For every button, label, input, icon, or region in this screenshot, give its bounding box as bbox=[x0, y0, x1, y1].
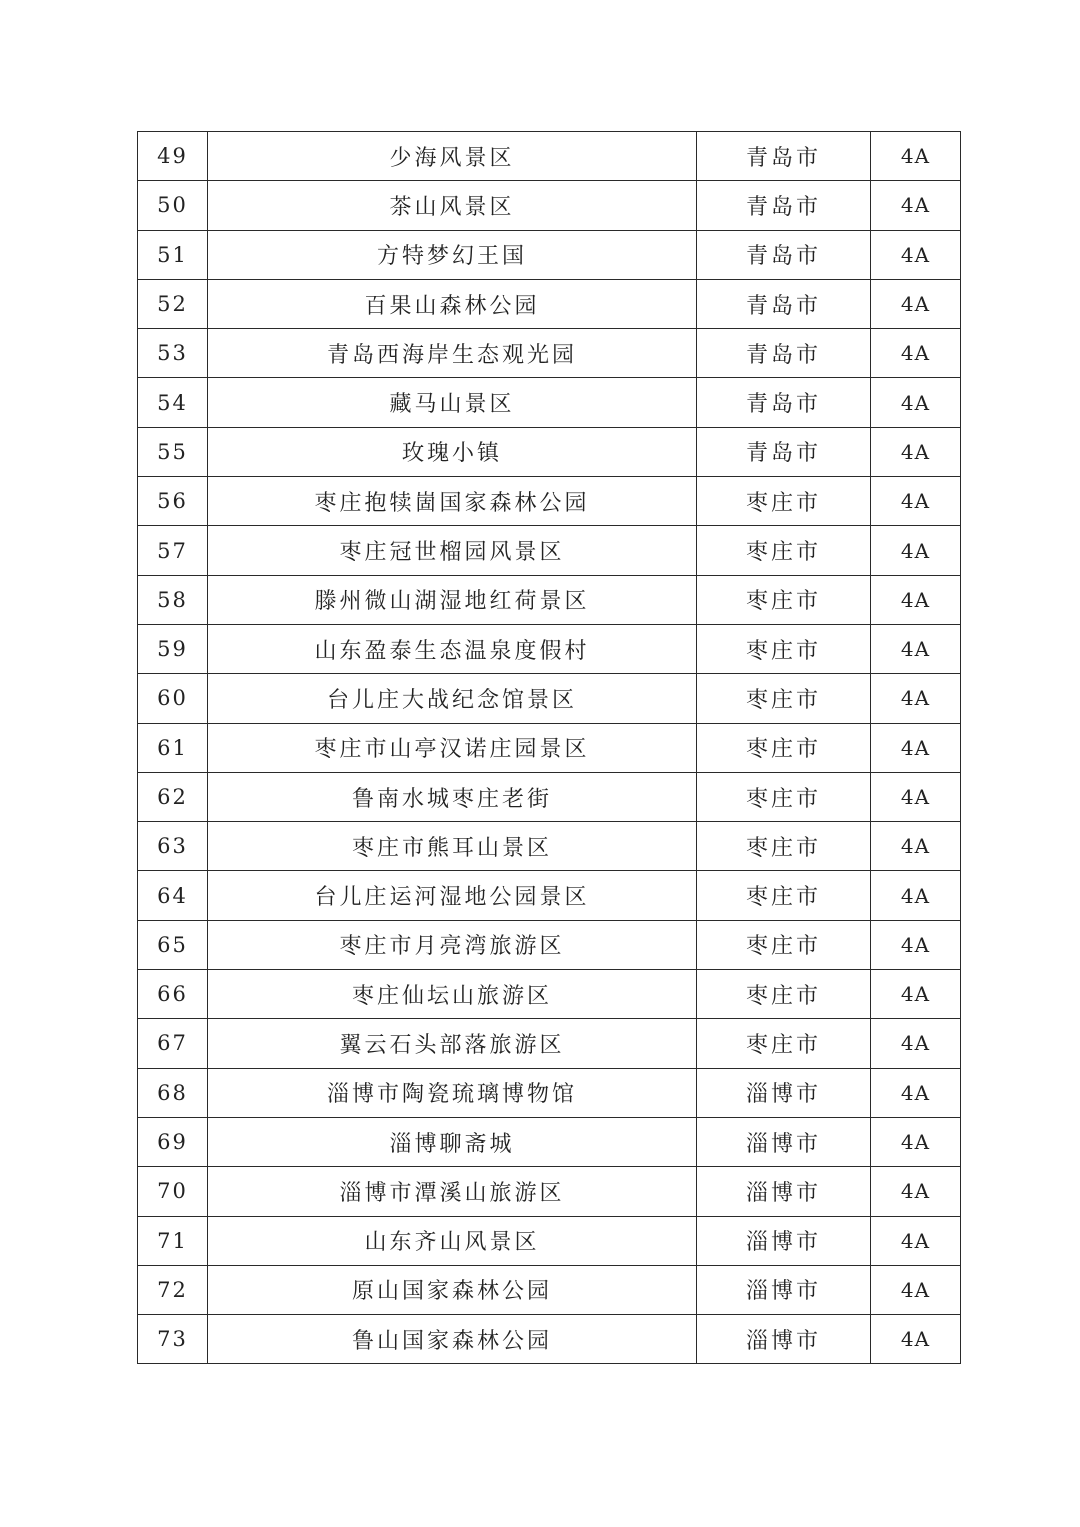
row-number-cell: 69 bbox=[138, 1117, 208, 1166]
city-cell: 枣庄市 bbox=[697, 1019, 871, 1068]
scenic-name-cell: 枣庄仙坛山旅游区 bbox=[208, 970, 697, 1019]
grade-cell: 4A bbox=[871, 624, 961, 673]
row-number-cell: 62 bbox=[138, 772, 208, 821]
grade-cell: 4A bbox=[871, 871, 961, 920]
city-cell: 枣庄市 bbox=[697, 575, 871, 624]
city-cell: 枣庄市 bbox=[697, 772, 871, 821]
grade-cell: 4A bbox=[871, 132, 961, 181]
row-number-cell: 51 bbox=[138, 230, 208, 279]
scenic-name-cell: 淄博市潭溪山旅游区 bbox=[208, 1167, 697, 1216]
grade-cell: 4A bbox=[871, 970, 961, 1019]
scenic-name-cell: 翼云石头部落旅游区 bbox=[208, 1019, 697, 1068]
row-number-cell: 57 bbox=[138, 526, 208, 575]
grade-cell: 4A bbox=[871, 575, 961, 624]
grade-cell: 4A bbox=[871, 1167, 961, 1216]
table-row bbox=[138, 723, 961, 772]
grade-cell: 4A bbox=[871, 1068, 961, 1117]
table-row bbox=[138, 822, 961, 871]
grade-cell: 4A bbox=[871, 230, 961, 279]
city-cell: 淄博市 bbox=[697, 1068, 871, 1117]
scenic-name-cell: 滕州微山湖湿地红荷景区 bbox=[208, 575, 697, 624]
grade-cell: 4A bbox=[871, 477, 961, 526]
row-number-cell: 72 bbox=[138, 1265, 208, 1314]
row-number-cell: 64 bbox=[138, 871, 208, 920]
table-row bbox=[138, 1167, 961, 1216]
row-number-cell: 66 bbox=[138, 970, 208, 1019]
city-cell: 青岛市 bbox=[697, 230, 871, 279]
row-number-cell: 55 bbox=[138, 427, 208, 476]
row-number-cell: 52 bbox=[138, 279, 208, 328]
city-cell: 青岛市 bbox=[697, 329, 871, 378]
city-cell: 枣庄市 bbox=[697, 871, 871, 920]
city-cell: 青岛市 bbox=[697, 132, 871, 181]
scenic-spots-table bbox=[137, 131, 961, 1364]
row-number-cell: 54 bbox=[138, 378, 208, 427]
grade-cell: 4A bbox=[871, 526, 961, 575]
city-cell: 淄博市 bbox=[697, 1167, 871, 1216]
table-row bbox=[138, 132, 961, 181]
city-cell: 枣庄市 bbox=[697, 674, 871, 723]
city-cell: 淄博市 bbox=[697, 1117, 871, 1166]
scenic-name-cell: 枣庄市山亭汉诺庄园景区 bbox=[208, 723, 697, 772]
table-row bbox=[138, 1265, 961, 1314]
city-cell: 枣庄市 bbox=[697, 723, 871, 772]
table-row bbox=[138, 279, 961, 328]
grade-cell: 4A bbox=[871, 378, 961, 427]
scenic-name-cell: 少海风景区 bbox=[208, 132, 697, 181]
scenic-name-cell: 茶山风景区 bbox=[208, 181, 697, 230]
grade-cell: 4A bbox=[871, 1019, 961, 1068]
scenic-name-cell: 枣庄市月亮湾旅游区 bbox=[208, 920, 697, 969]
scenic-name-cell: 枣庄抱犊崮国家森林公园 bbox=[208, 477, 697, 526]
table-row bbox=[138, 871, 961, 920]
grade-cell: 4A bbox=[871, 1216, 961, 1265]
city-cell: 青岛市 bbox=[697, 427, 871, 476]
table-row bbox=[138, 624, 961, 673]
city-cell: 枣庄市 bbox=[697, 920, 871, 969]
grade-cell: 4A bbox=[871, 329, 961, 378]
city-cell: 枣庄市 bbox=[697, 970, 871, 1019]
grade-cell: 4A bbox=[871, 723, 961, 772]
table-row bbox=[138, 1068, 961, 1117]
city-cell: 枣庄市 bbox=[697, 526, 871, 575]
scenic-name-cell: 山东齐山风景区 bbox=[208, 1216, 697, 1265]
row-number-cell: 63 bbox=[138, 822, 208, 871]
row-number-cell: 65 bbox=[138, 920, 208, 969]
table-row bbox=[138, 575, 961, 624]
table-row bbox=[138, 920, 961, 969]
row-number-cell: 56 bbox=[138, 477, 208, 526]
row-number-cell: 73 bbox=[138, 1315, 208, 1364]
table-row bbox=[138, 526, 961, 575]
table-row bbox=[138, 772, 961, 821]
scenic-name-cell: 淄博聊斋城 bbox=[208, 1117, 697, 1166]
grade-cell: 4A bbox=[871, 427, 961, 476]
grade-cell: 4A bbox=[871, 1117, 961, 1166]
grade-cell: 4A bbox=[871, 1315, 961, 1364]
scenic-name-cell: 原山国家森林公园 bbox=[208, 1265, 697, 1314]
city-cell: 青岛市 bbox=[697, 181, 871, 230]
row-number-cell: 61 bbox=[138, 723, 208, 772]
document-page bbox=[137, 131, 960, 1364]
row-number-cell: 59 bbox=[138, 624, 208, 673]
table-row bbox=[138, 329, 961, 378]
row-number-cell: 70 bbox=[138, 1167, 208, 1216]
table-row bbox=[138, 1019, 961, 1068]
city-cell: 淄博市 bbox=[697, 1216, 871, 1265]
row-number-cell: 58 bbox=[138, 575, 208, 624]
grade-cell: 4A bbox=[871, 822, 961, 871]
scenic-name-cell: 鲁山国家森林公园 bbox=[208, 1315, 697, 1364]
city-cell: 枣庄市 bbox=[697, 624, 871, 673]
table-row bbox=[138, 1315, 961, 1364]
scenic-name-cell: 枣庄市熊耳山景区 bbox=[208, 822, 697, 871]
grade-cell: 4A bbox=[871, 181, 961, 230]
row-number-cell: 60 bbox=[138, 674, 208, 723]
grade-cell: 4A bbox=[871, 1265, 961, 1314]
table-row bbox=[138, 181, 961, 230]
scenic-name-cell: 玫瑰小镇 bbox=[208, 427, 697, 476]
table-row bbox=[138, 970, 961, 1019]
grade-cell: 4A bbox=[871, 920, 961, 969]
scenic-name-cell: 方特梦幻王国 bbox=[208, 230, 697, 279]
city-cell: 枣庄市 bbox=[697, 477, 871, 526]
table-row bbox=[138, 1117, 961, 1166]
scenic-name-cell: 山东盈泰生态温泉度假村 bbox=[208, 624, 697, 673]
grade-cell: 4A bbox=[871, 772, 961, 821]
table-row bbox=[138, 427, 961, 476]
city-cell: 淄博市 bbox=[697, 1315, 871, 1364]
row-number-cell: 53 bbox=[138, 329, 208, 378]
scenic-name-cell: 藏马山景区 bbox=[208, 378, 697, 427]
row-number-cell: 71 bbox=[138, 1216, 208, 1265]
scenic-name-cell: 淄博市陶瓷琉璃博物馆 bbox=[208, 1068, 697, 1117]
table-row bbox=[138, 674, 961, 723]
table-row bbox=[138, 1216, 961, 1265]
scenic-name-cell: 台儿庄运河湿地公园景区 bbox=[208, 871, 697, 920]
grade-cell: 4A bbox=[871, 674, 961, 723]
table-row bbox=[138, 378, 961, 427]
scenic-name-cell: 枣庄冠世榴园风景区 bbox=[208, 526, 697, 575]
scenic-name-cell: 百果山森林公园 bbox=[208, 279, 697, 328]
table-body bbox=[138, 132, 961, 1364]
row-number-cell: 67 bbox=[138, 1019, 208, 1068]
row-number-cell: 50 bbox=[138, 181, 208, 230]
scenic-name-cell: 台儿庄大战纪念馆景区 bbox=[208, 674, 697, 723]
city-cell: 青岛市 bbox=[697, 279, 871, 328]
city-cell: 青岛市 bbox=[697, 378, 871, 427]
city-cell: 枣庄市 bbox=[697, 822, 871, 871]
grade-cell: 4A bbox=[871, 279, 961, 328]
city-cell: 淄博市 bbox=[697, 1265, 871, 1314]
row-number-cell: 49 bbox=[138, 132, 208, 181]
scenic-name-cell: 青岛西海岸生态观光园 bbox=[208, 329, 697, 378]
table-row bbox=[138, 477, 961, 526]
row-number-cell: 68 bbox=[138, 1068, 208, 1117]
scenic-name-cell: 鲁南水城枣庄老街 bbox=[208, 772, 697, 821]
table-row bbox=[138, 230, 961, 279]
